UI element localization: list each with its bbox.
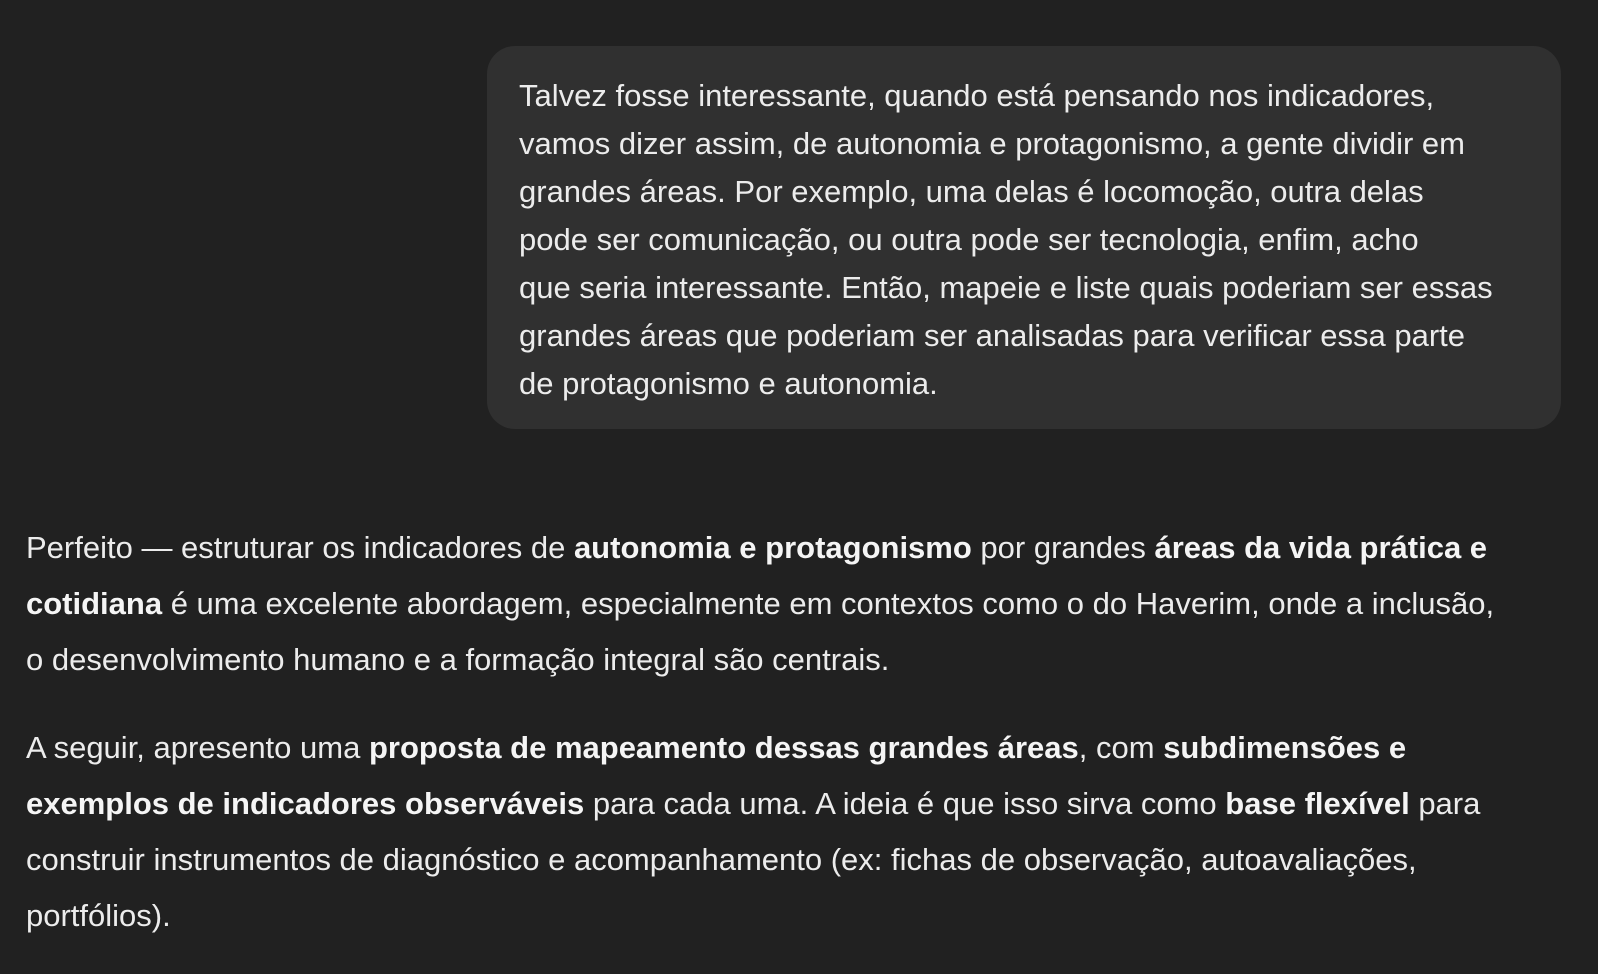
user-message-line: Talvez fosse interessante, quando está pensando nos indicadores,	[519, 78, 1435, 113]
user-message-line: vamos dizer assim, de autonomia e protagonismo, a gente dividir em	[519, 126, 1465, 161]
text-run: Perfeito — estruturar os indicadores de	[26, 530, 574, 565]
user-message-text	[519, 72, 1531, 408]
bold-run: base flexível	[1225, 786, 1410, 821]
assistant-line	[26, 576, 1576, 632]
text-run: construir instrumentos de diagnóstico e acompanhamento (ex: fichas de observação, autoavaliações,	[26, 842, 1417, 877]
user-message-line: de protagonismo e autonomia.	[519, 366, 938, 401]
assistant-line	[26, 832, 1576, 888]
text-run: o desenvolvimento humano e a formação integral são centrais.	[26, 642, 890, 677]
assistant-message	[26, 520, 1576, 944]
bold-run: exemplos de indicadores observáveis	[26, 786, 585, 821]
text-run: para cada uma. A ideia é que isso sirva como	[584, 786, 1226, 821]
assistant-line	[26, 632, 1576, 688]
user-message-line: grandes áreas. Por exemplo, uma delas é locomoção, outra delas	[519, 174, 1424, 209]
text-run: por grandes	[971, 530, 1155, 565]
bold-run: cotidiana	[26, 586, 163, 621]
text-run: , com	[1078, 730, 1164, 765]
user-message-line: grandes áreas que poderiam ser analisadas para verificar essa parte	[519, 318, 1466, 353]
assistant-paragraph-2	[26, 720, 1576, 944]
assistant-line	[26, 776, 1576, 832]
user-message-line: pode ser comunicação, ou outra pode ser tecnologia, enfim, acho	[519, 222, 1419, 257]
bold-run: áreas da vida prática e	[1154, 530, 1488, 565]
text-run: portfólios).	[26, 898, 171, 933]
bold-run: subdimensões e	[1163, 730, 1407, 765]
user-message-line: que seria interessante. Então, mapeie e liste quais poderiam ser essas	[519, 270, 1493, 305]
assistant-line	[26, 720, 1576, 776]
bold-run: autonomia e protagonismo	[573, 530, 972, 565]
assistant-paragraph-1	[26, 520, 1576, 688]
text-run: A seguir, apresento uma	[26, 730, 369, 765]
user-message-bubble	[487, 46, 1561, 429]
bold-run: proposta de mapeamento dessas grandes áreas	[368, 730, 1079, 765]
assistant-line	[26, 888, 1576, 944]
text-run: para	[1409, 786, 1481, 821]
assistant-line	[26, 520, 1576, 576]
text-run: é uma excelente abordagem, especialmente em contextos como o do Haverim, onde a inclusão,	[162, 586, 1495, 621]
